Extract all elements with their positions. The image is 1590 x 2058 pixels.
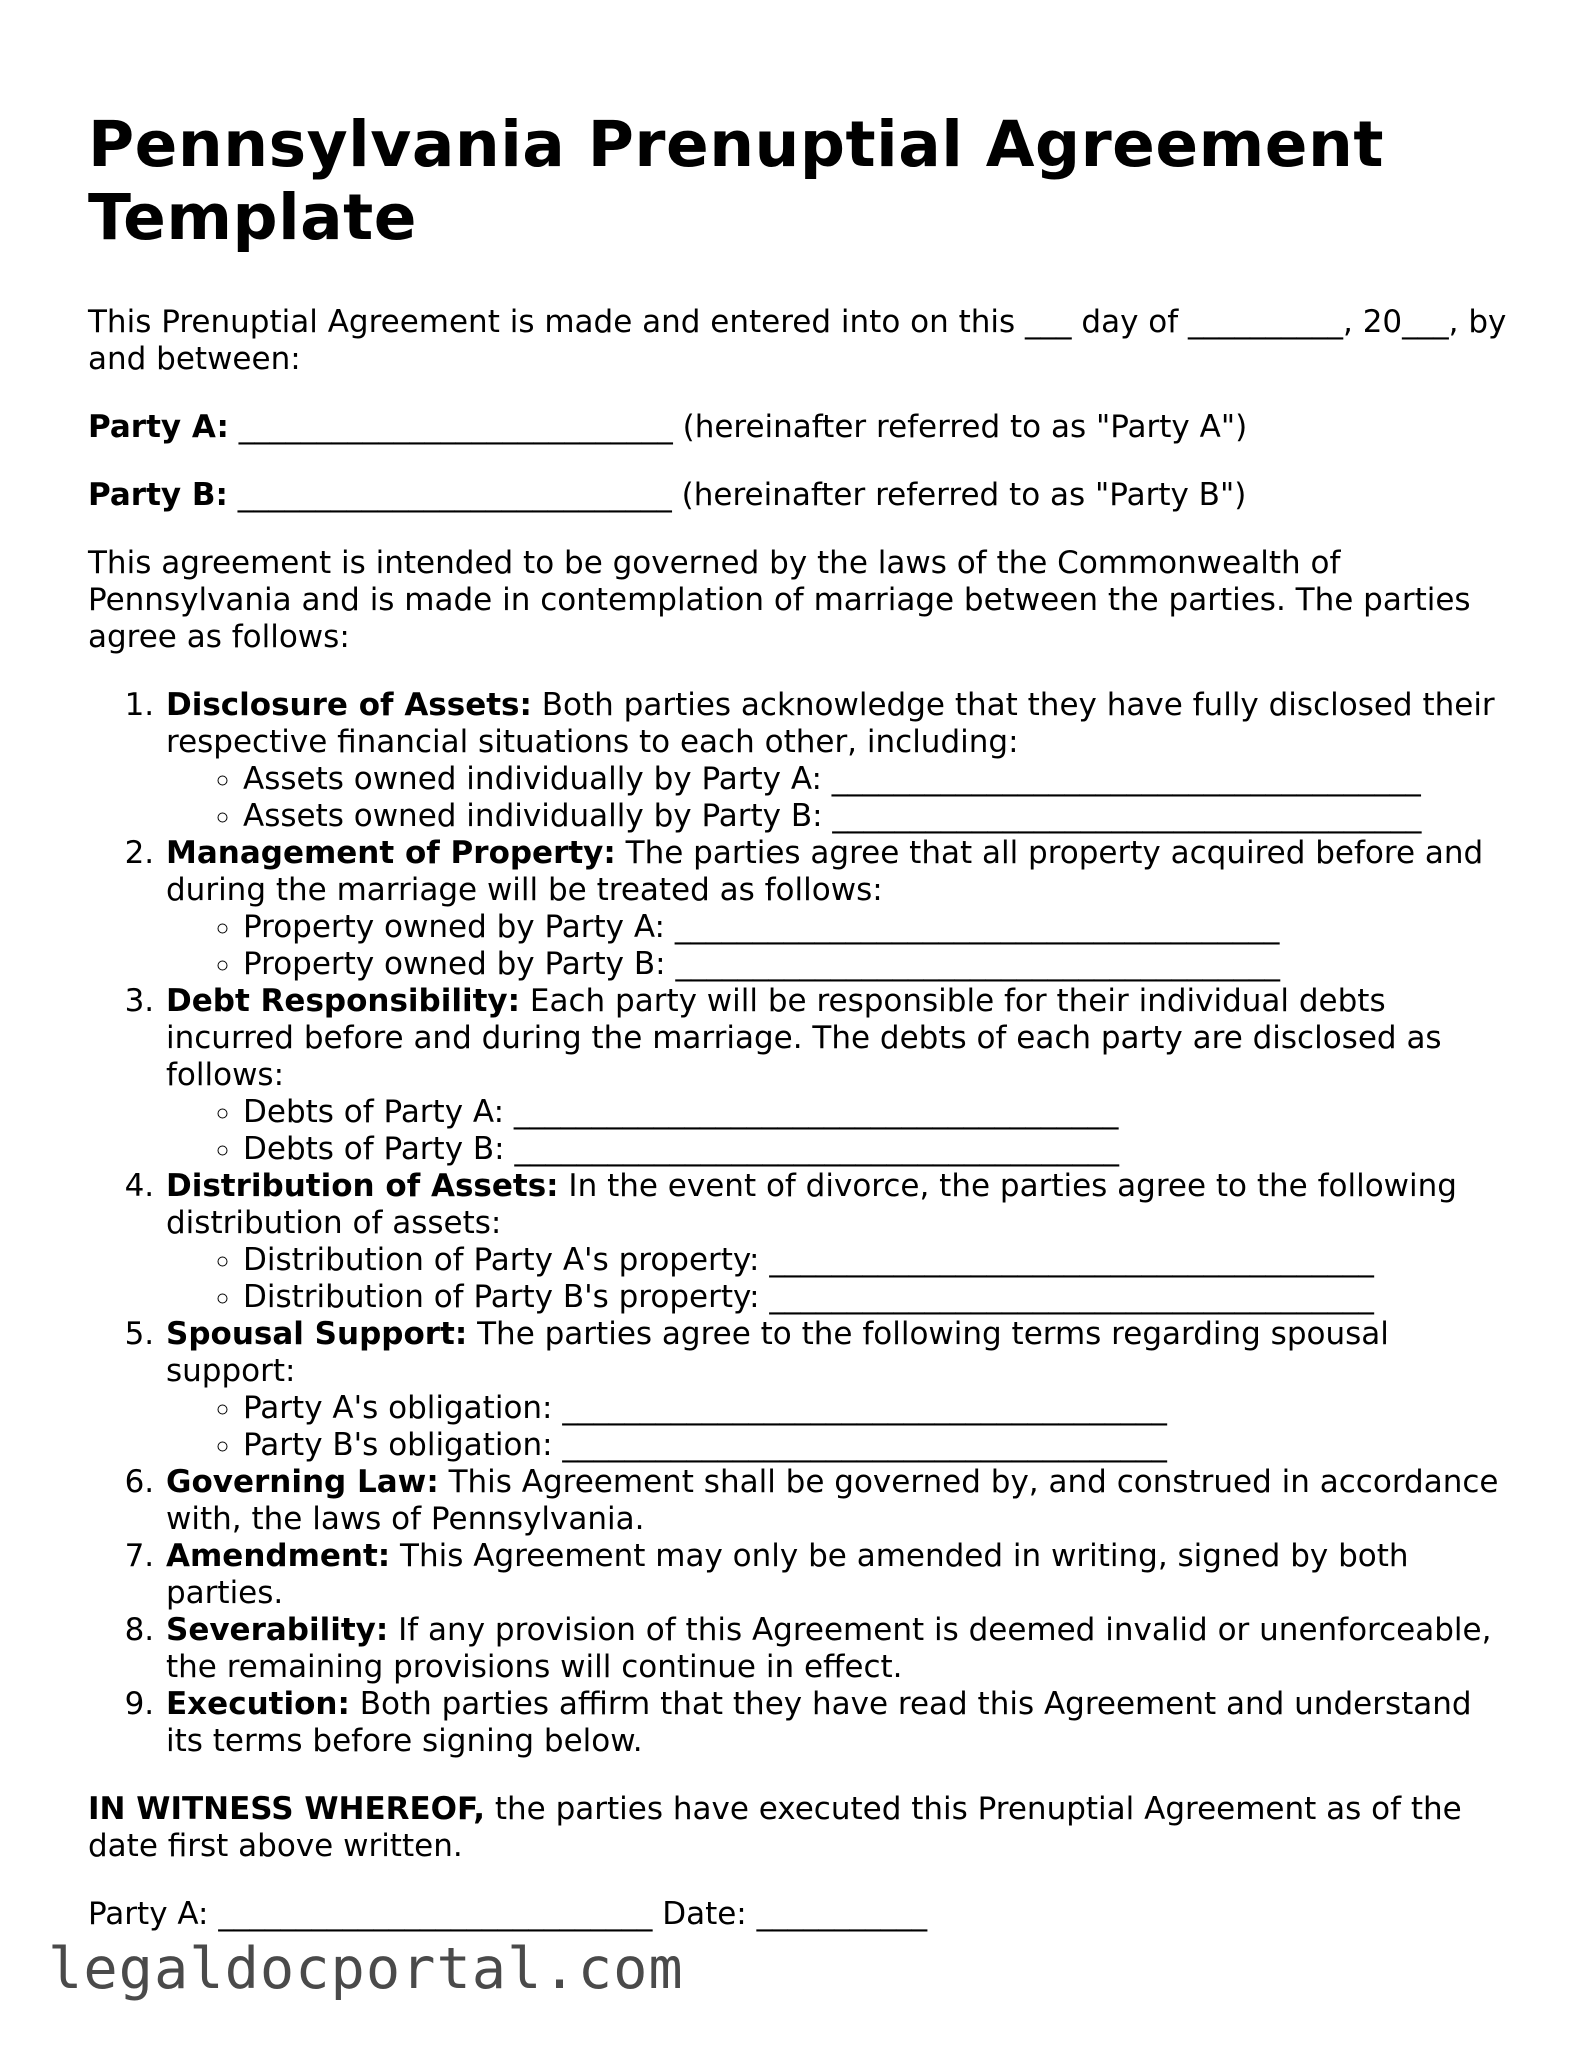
witness-paragraph [88, 1791, 1508, 1865]
clause-text: The parties agree that all property acquired before and during the marriage will be treated as follows: [166, 835, 1484, 908]
party-a-label: Party A: [88, 409, 229, 445]
sub-item: ◦ Property owned by Party B: _______________________________________ [243, 946, 1508, 983]
clause-item [164, 1686, 1508, 1760]
clause-sublist [166, 909, 1508, 983]
clause-item [164, 1464, 1508, 1538]
witness-text: the parties have executed this Prenuptial Agreement as of the date first above written. [88, 1791, 1462, 1864]
party-b-text: ____________________________ (hereinafter referred to as "Party B") [227, 477, 1247, 513]
party-a-line [88, 409, 1508, 446]
clause-item [164, 687, 1508, 835]
clause-heading: Distribution of Assets: [166, 1168, 559, 1204]
sub-item: ◦ Debts of Party B: _______________________________________ [243, 1131, 1508, 1168]
clause-heading: Severability: [166, 1612, 389, 1648]
sub-item: ◦ Assets owned individually by Party A: ______________________________________ [243, 761, 1508, 798]
sub-item: ◦ Assets owned individually by Party B: ______________________________________ [243, 798, 1508, 835]
clause-item [164, 1538, 1508, 1612]
sub-item: ◦ Distribution of Party A's property: _______________________________________ [243, 1242, 1508, 1279]
clause-item [164, 835, 1508, 983]
clause-sublist [166, 1390, 1508, 1464]
sub-item: ◦ Distribution of Party B's property: _______________________________________ [243, 1279, 1508, 1316]
document-title: Pennsylvania Prenuptial Agreement Template [88, 108, 1384, 254]
clause-text: If any provision of this Agreement is deemed invalid or unenforceable, the remaining provisions will continue in effect. [166, 1612, 1492, 1685]
clause-heading: Debt Responsibility: [166, 983, 521, 1019]
clause-item [164, 1612, 1508, 1686]
clause-heading: Management of Property: [166, 835, 616, 871]
clause-item [164, 1316, 1508, 1464]
party-b-label: Party B: [88, 477, 228, 513]
signature-line: Party A: ____________________________ Date: ___________ [88, 1896, 928, 1932]
clause-text: In the event of divorce, the parties agree to the following distribution of assets: [166, 1168, 1457, 1241]
clause-text: This Agreement shall be governed by, and construed in accordance with, the laws of Pennsylvania. [166, 1464, 1499, 1537]
clause-heading: Disclosure of Assets: [166, 687, 532, 723]
clause-heading: Governing Law: [166, 1464, 439, 1500]
clause-heading: Spousal Support: [166, 1316, 468, 1352]
clause-heading: Amendment: [166, 1538, 391, 1574]
sub-item: ◦ Debts of Party A: _______________________________________ [243, 1094, 1508, 1131]
sub-item: ◦ Party B's obligation: _______________________________________ [243, 1427, 1508, 1464]
party-b-line [88, 477, 1508, 514]
clause-sublist [166, 1094, 1508, 1168]
clause-sublist [166, 761, 1508, 835]
intro-paragraph: This Prenuptial Agreement is made and entered into on this ___ day of __________, 20___, by and between: [88, 304, 1507, 377]
clause-text: Both parties acknowledge that they have fully disclosed their respective financial situations to each other, including: [166, 687, 1495, 760]
clause-item [164, 1168, 1508, 1316]
clause-item [164, 983, 1508, 1168]
clause-text: Each party will be responsible for their individual debts incurred before and during the marriage. The debts of each party are disclosed as follows: [166, 983, 1442, 1093]
document-page [88, 108, 1508, 1933]
watermark-logo: legaldocportal.com [48, 1936, 684, 2002]
sub-item: ◦ Party A's obligation: _______________________________________ [243, 1390, 1508, 1427]
clause-text: The parties agree to the following terms regarding spousal support: [166, 1316, 1389, 1389]
clause-heading: Execution: [166, 1686, 350, 1722]
clause-text: This Agreement may only be amended in writing, signed by both parties. [166, 1538, 1409, 1611]
sub-item: ◦ Property owned by Party A: _______________________________________ [243, 909, 1508, 946]
clause-text: Both parties affirm that they have read this Agreement and understand its terms before signing below. [166, 1686, 1472, 1759]
witness-label: IN WITNESS WHEREOF, [88, 1791, 486, 1827]
agreement-intro: This agreement is intended to be governed by the laws of the Commonwealth of Pennsylvania and is made in contemplation of marriage between the parties. The parties agree as follows: [88, 545, 1471, 655]
clauses-list [88, 687, 1508, 1760]
clause-sublist [166, 1242, 1508, 1316]
party-a-text: ____________________________ (hereinafter referred to as "Party A") [228, 409, 1248, 445]
